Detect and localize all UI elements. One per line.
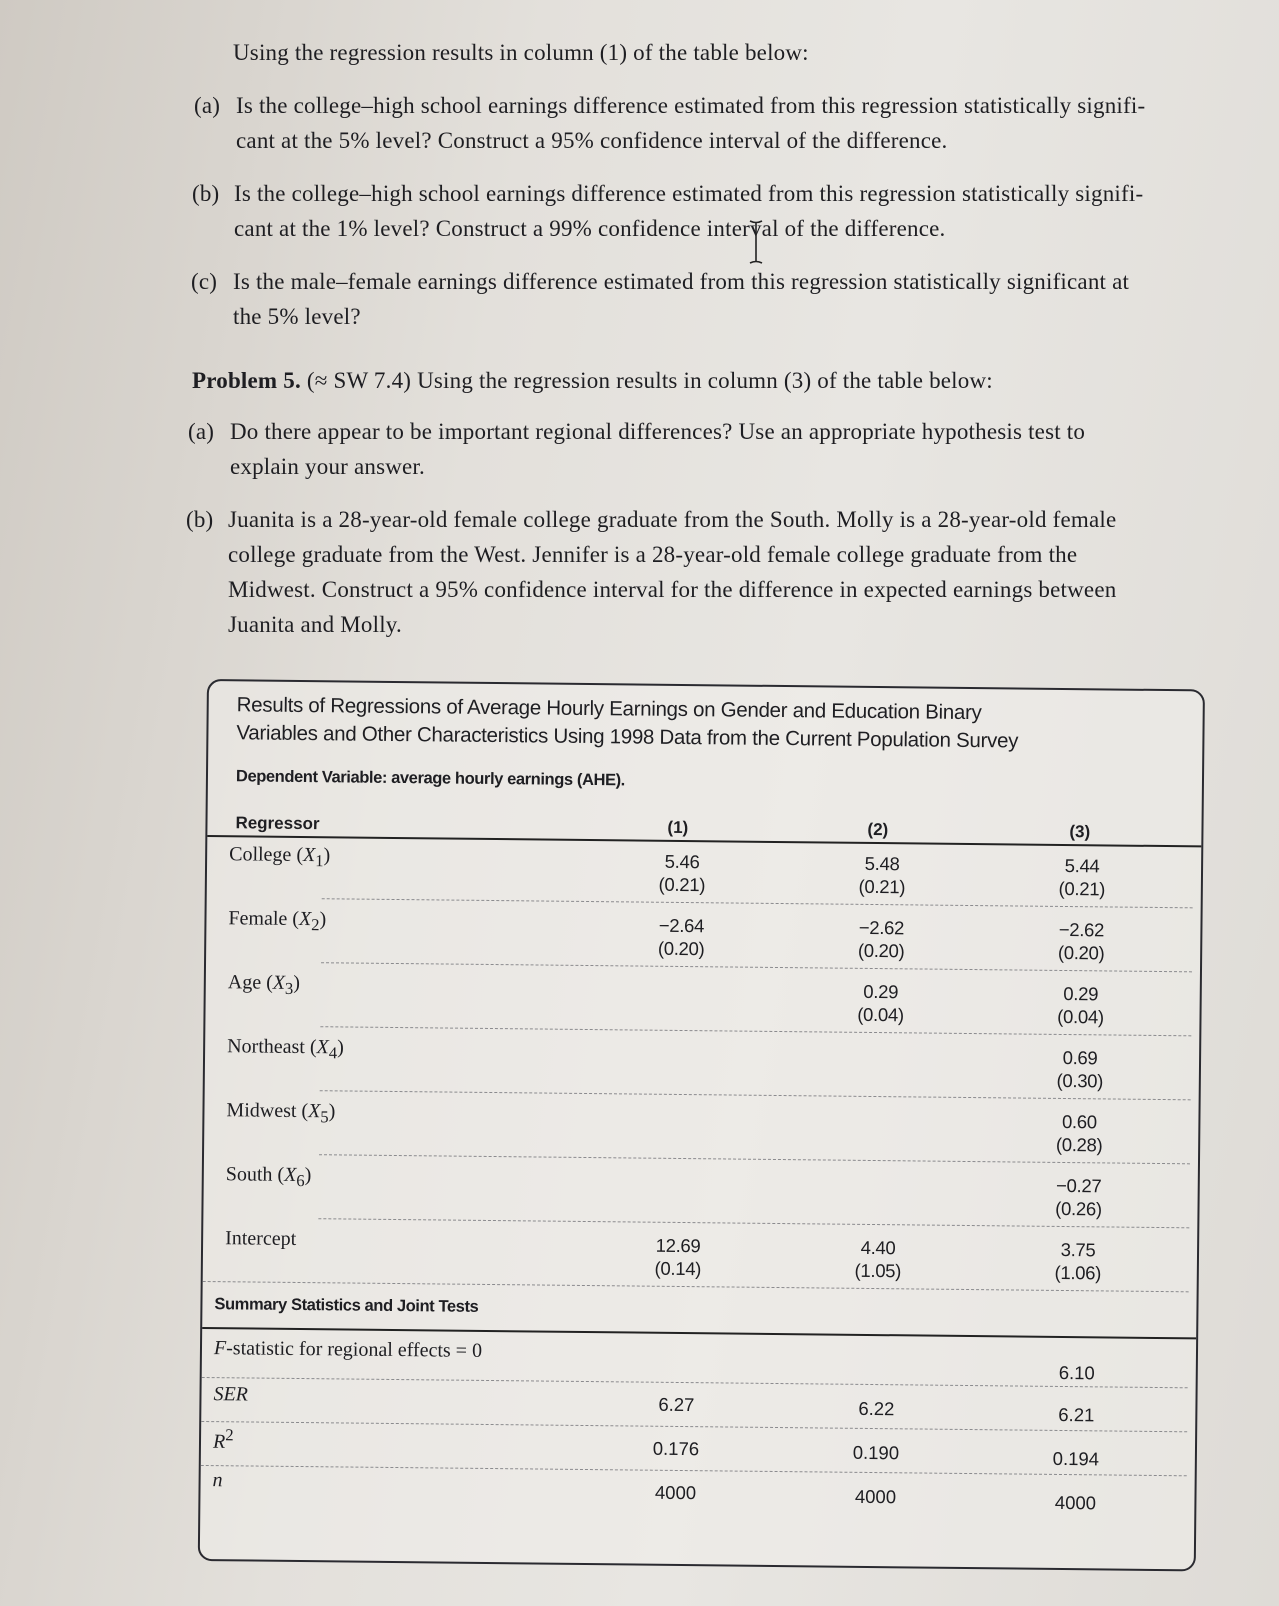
row-name: Female (228, 907, 288, 930)
std-error: (0.21) (1058, 877, 1106, 900)
std-error: (0.14) (654, 1257, 702, 1280)
std-error: (1.06) (1054, 1261, 1102, 1284)
column-header-3: (3) (1069, 822, 1091, 842)
coefficient: −2.62 (1058, 918, 1105, 941)
regressor-header: Regressor (235, 813, 320, 834)
question-line: Is the college–high school earnings difference estimated from this regression statistically signifi- (234, 181, 1144, 206)
coefficient: 12.69 (655, 1234, 701, 1257)
question-tag: (a) (194, 93, 221, 118)
question-line: explain your answer. (230, 454, 425, 479)
stat-r2-2: 0.190 (852, 1441, 900, 1464)
question-line: college graduate from the West. Jennifer is a 28-year-old female college graduate from the (228, 542, 1078, 567)
row-symbol: X (298, 907, 312, 931)
std-error: (0.04) (1057, 1005, 1104, 1028)
row-label-age: Age $(X_3)$ (227, 971, 301, 998)
row-subscript: 2 (311, 915, 320, 935)
stat-n-3: 4000 (1054, 1491, 1097, 1514)
question-line: the 5% level? (233, 304, 361, 329)
summary-header: Summary Statistics and Joint Tests (214, 1295, 479, 1316)
question-line: Midwest. Construct a 95% confidence interval for the difference in expected earnings between (228, 577, 1117, 602)
coefficient: 5.46 (664, 850, 700, 873)
cell-intercept-2 (823, 1235, 933, 1282)
cell-college-2 (827, 852, 937, 899)
cell-northeast-3 (1025, 1046, 1135, 1093)
row-symbol: X (284, 1163, 297, 1186)
question-tag: (c) (191, 269, 218, 294)
cell-south-3 (1023, 1174, 1133, 1221)
question-line: cant at the 5% level? Construct a 95% confidence interval of the difference. (236, 128, 948, 153)
coefficient: −0.27 (1055, 1174, 1102, 1197)
cell-age-2 (825, 979, 935, 1026)
row-label-intercept: Intercept (225, 1227, 297, 1250)
coefficient: 0.29 (863, 980, 899, 1003)
coefficient: 5.48 (864, 852, 900, 875)
row-label-south: South $(X_6)$ (225, 1163, 312, 1191)
table-title (236, 691, 1057, 756)
std-error: (1.05) (854, 1259, 902, 1282)
stat-label-r2 (213, 1425, 234, 1454)
row-subscript: 5 (320, 1107, 329, 1127)
cell-intercept-1 (623, 1233, 733, 1280)
std-error: (0.21) (858, 875, 906, 898)
table-title-line: Results of Regressions of Average Hourly Earnings on Gender and Education Binary (236, 693, 982, 725)
question-5b (186, 502, 1117, 642)
stat-ser-3: 6.21 (1058, 1403, 1095, 1426)
row-name: Age (227, 971, 262, 994)
stat-label-italic: SER (213, 1383, 249, 1406)
cell-college-3 (1027, 854, 1137, 901)
row-label-northeast: Northeast $(X_4)$ (227, 1035, 344, 1063)
regression-table (198, 679, 1205, 1571)
cell-midwest-3 (1024, 1110, 1134, 1157)
question-line: Juanita and Molly. (228, 612, 402, 637)
problem-text: (≈ SW 7.4) Using the regression results in column (3) of the table below: (306, 368, 993, 393)
column-header-2: (2) (867, 819, 889, 840)
row-name: Northeast (227, 1035, 306, 1059)
stat-label-rest: -statistic for regional effects = 0 (226, 1337, 483, 1362)
stat-r2-1: 0.176 (652, 1437, 700, 1460)
stat-ser-2: 6.22 (858, 1397, 895, 1420)
question-1c (191, 264, 1130, 334)
question-1b (192, 176, 1144, 246)
question-5a (188, 414, 1086, 484)
coefficient: −2.64 (658, 914, 705, 937)
cell-intercept-3 (1023, 1238, 1133, 1285)
stat-label-italic: n (212, 1469, 223, 1492)
intro-text: Using the regression results in column (1) of the table below: (233, 40, 809, 65)
coefficient: 0.29 (1063, 982, 1099, 1005)
std-error: (0.26) (1055, 1197, 1102, 1220)
coefficient: 0.60 (1061, 1110, 1097, 1133)
coefficient: 0.69 (1062, 1046, 1098, 1069)
coefficient: 5.44 (1064, 854, 1100, 877)
stat-fstat-3: 6.10 (1058, 1361, 1095, 1384)
cell-age-3 (1025, 982, 1135, 1029)
dependent-variable: Dependent Variable: average hourly earnings (AHE). (235, 767, 626, 790)
question-line: cant at the 1% level? Construct a 99% confidence interval of the difference. (234, 216, 946, 241)
std-error: (0.28) (1055, 1133, 1103, 1156)
row-name: South (225, 1163, 273, 1186)
cell-female-3 (1026, 918, 1136, 965)
row-symbol: X (302, 844, 316, 867)
table-title-line: Variables and Other Characteristics Using 1998 Data from the Current Population Survey (236, 721, 1019, 753)
row-name: Midwest (226, 1099, 297, 1122)
std-error: (0.21) (658, 873, 706, 896)
row-label-midwest: Midwest $(X_5)$ (226, 1099, 336, 1127)
question-line: Is the college–high school earnings difference estimated from this regression statistically signifi- (236, 93, 1146, 118)
row-label-college: College $(X_1)$ (229, 843, 331, 871)
stat-label-ser (213, 1383, 248, 1406)
question-line: Is the male–female earnings difference estimated from this regression statistically significant at (233, 269, 1130, 294)
column-header-1: (1) (667, 817, 689, 838)
stat-label-n (212, 1469, 222, 1492)
coefficient: −2.62 (858, 916, 905, 939)
row-subscript: 1 (315, 851, 324, 871)
std-error: (0.20) (657, 937, 705, 960)
text-cursor-icon (749, 220, 763, 264)
header-rule (207, 835, 1201, 847)
row-label-female: Female $(X_2)$ (228, 907, 327, 935)
coefficient: 4.40 (860, 1236, 896, 1259)
cell-college-1 (627, 849, 737, 896)
row-symbol: X (316, 1036, 329, 1059)
std-error: (0.30) (1056, 1069, 1104, 1092)
row-subscript: 3 (284, 978, 294, 998)
row-name: College (229, 843, 292, 866)
std-error: (0.20) (1057, 941, 1105, 964)
stat-n-1: 4000 (654, 1481, 697, 1504)
row-symbol: X (308, 1100, 321, 1123)
cell-female-1 (626, 913, 736, 960)
stat-label-superscript: 2 (225, 1425, 234, 1445)
question-tag: (b) (192, 181, 220, 206)
std-error: (0.04) (857, 1003, 904, 1026)
stat-label-italic: R (212, 1430, 226, 1453)
row-subscript: 6 (296, 1170, 305, 1191)
stat-label-italic: F (213, 1337, 227, 1360)
question-1a (194, 88, 1146, 158)
question-tag: (b) (186, 507, 214, 532)
question-tag: (a) (188, 419, 215, 444)
question-line: Do there appear to be important regional differences? Use an appropriate hypothesis test to (230, 419, 1086, 444)
row-subscript: 4 (328, 1043, 338, 1063)
cell-female-2 (826, 916, 936, 963)
row-symbol: X (272, 971, 286, 994)
question-line: Juanita is a 28-year-old female college graduate from the South. Molly is a 28-year-old female (228, 507, 1117, 532)
stat-label-fstat (214, 1337, 482, 1363)
stat-r2-3: 0.194 (1052, 1447, 1100, 1470)
std-error: (0.20) (857, 939, 905, 962)
problem-5-heading (192, 368, 993, 394)
problem-label: Problem 5. (192, 368, 301, 393)
stat-n-2: 4000 (854, 1485, 897, 1508)
stat-ser-1: 6.27 (658, 1393, 695, 1416)
coefficient: 3.75 (1060, 1238, 1096, 1261)
summary-rule (202, 1327, 1196, 1339)
